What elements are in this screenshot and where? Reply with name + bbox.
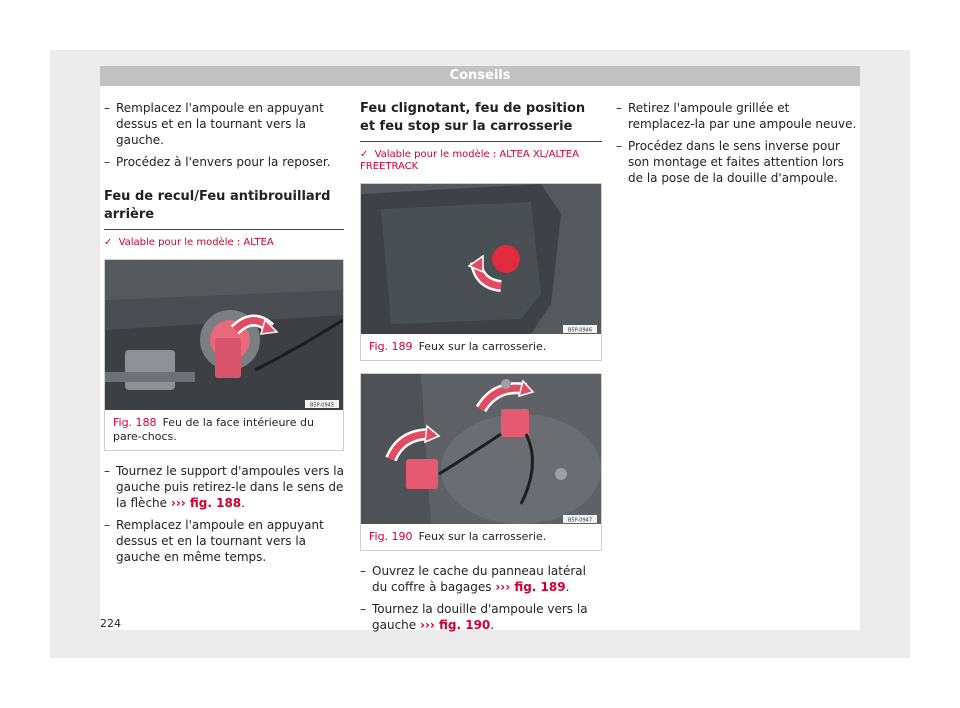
image-code: B5P-0947 (567, 517, 593, 524)
figure-reference-link[interactable]: ››› fig. 190 (420, 618, 491, 632)
figure-image (105, 260, 343, 410)
dash-bullet: – (616, 101, 622, 115)
dash-bullet: – (360, 564, 366, 578)
section-header-bar: Conseils (100, 66, 860, 86)
figure-188 (104, 259, 344, 451)
figure-reference-link[interactable]: ››› fig. 188 (170, 496, 242, 510)
validity-note: ✓ Valable pour le modèle : ALTEA (104, 237, 274, 248)
figure-189 (360, 183, 602, 361)
figure-caption: Fig. 190 Feux sur la carrosserie. (369, 530, 547, 543)
figure-number: Fig. 188 (113, 416, 157, 429)
figure-caption: Fig. 189 Feux sur la carrosserie. (369, 340, 547, 353)
dash-bullet: – (104, 155, 110, 169)
figure-reference-link[interactable]: ››› fig. 189 (495, 580, 566, 594)
check-icon: ✓ (360, 149, 369, 160)
section-title: Feu clignotant, feu de position et feu stop sur la carrosserie (360, 100, 602, 142)
dash-bullet: – (104, 101, 110, 115)
figure-image (361, 374, 601, 524)
section-title: Feu de recul/Feu antibrouillard arrière (104, 188, 344, 230)
figure-caption: Fig. 188 Feu de la face intérieure du pare-chocs. (113, 416, 314, 443)
figure-number: Fig. 189 (369, 340, 413, 353)
list-item: – Remplacez l'ampoule en appuyant dessus et en la tournant vers la gauche en même temps. (104, 518, 324, 564)
list-item: – Procédez dans le sens inverse pour son montage et faites attention lors de la pose de la douille d'ampoule. (616, 139, 844, 185)
validity-note: ✓ Valable pour le modèle : ALTEA XL/ALTEA FREETRACK (360, 149, 579, 172)
figure-image (361, 184, 601, 334)
page-number: 224 (100, 617, 121, 630)
dash-bullet: – (104, 518, 110, 532)
list-item: – Tournez la douille d'ampoule vers la gauche ››› fig. 190. (360, 602, 588, 632)
list-item: – Tournez le support d'ampoules vers la gauche puis retirez-le dans le sens de la flèche ››› fig. 188. (104, 464, 344, 510)
column-right (616, 100, 858, 192)
dash-bullet: – (104, 464, 110, 478)
figure-190 (360, 373, 602, 551)
check-icon: ✓ (104, 237, 113, 248)
column-middle (360, 100, 602, 639)
list-item: – Retirez l'ampoule grillée et remplacez-la par une ampoule neuve. (616, 101, 857, 131)
list-item: – Procédez à l'envers pour la reposer. (104, 155, 331, 169)
figure-number: Fig. 190 (369, 530, 413, 543)
dash-bullet: – (616, 139, 622, 153)
list-item: – Remplacez l'ampoule en appuyant dessus et en la tournant vers la gauche. (104, 101, 324, 147)
image-code: B5P-0945 (309, 402, 335, 409)
dash-bullet: – (360, 602, 366, 616)
image-code: B5P-0946 (567, 327, 593, 334)
list-item: – Ouvrez le cache du panneau latéral du coffre à bagages ››› fig. 189. (360, 564, 586, 594)
column-left (104, 100, 344, 571)
